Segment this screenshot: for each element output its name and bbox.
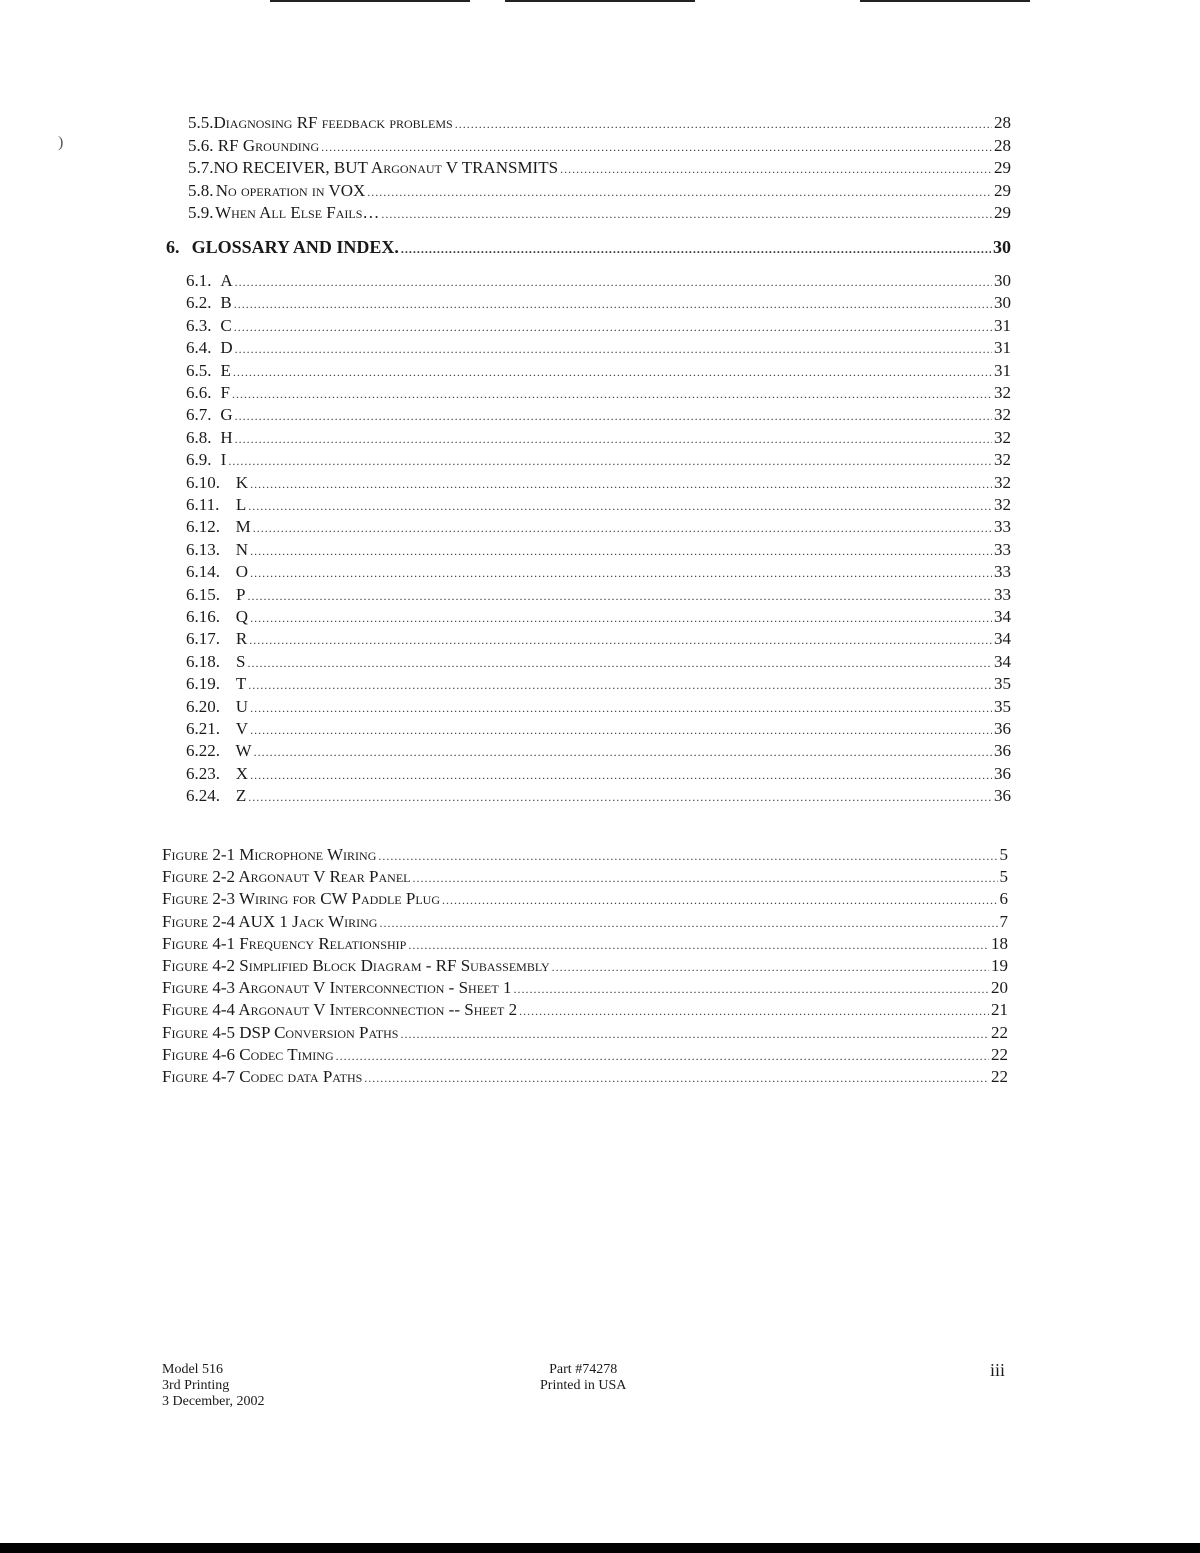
toc-entry-page: 35 bbox=[994, 696, 1011, 716]
toc-entry-number: 5.8. bbox=[188, 180, 214, 200]
toc-entry-title: O bbox=[235, 562, 249, 582]
toc-entry-page: 22 bbox=[991, 1067, 1008, 1086]
toc-entry-page: 32 bbox=[994, 405, 1011, 425]
toc-entry-number: 6.14. bbox=[186, 562, 220, 582]
dot-leader bbox=[235, 271, 992, 293]
toc-entry[interactable] bbox=[188, 180, 1011, 202]
toc-entry-number: 6.15. bbox=[186, 584, 220, 604]
toc-entry[interactable] bbox=[186, 270, 1011, 292]
toc-entry-title: Q bbox=[235, 607, 249, 626]
dot-leader bbox=[519, 1000, 989, 1022]
toc-entry-page: 18 bbox=[991, 933, 1008, 953]
toc-entry-number: 6.7. bbox=[186, 405, 212, 425]
toc-entry-number: 6.19. bbox=[186, 674, 220, 694]
toc-entry-page: 36 bbox=[994, 786, 1011, 806]
toc-entry-number: 6.5. bbox=[186, 360, 212, 380]
toc-entry-page: 36 bbox=[994, 719, 1011, 738]
footer-date: 3 December, 2002 bbox=[162, 1394, 265, 1409]
dot-leader bbox=[250, 607, 992, 629]
figure-entry[interactable] bbox=[162, 999, 1008, 1021]
toc-entry-title: U bbox=[235, 696, 249, 716]
dot-leader bbox=[442, 889, 998, 911]
toc-entry-page: 36 bbox=[994, 763, 1011, 783]
toc-entry-title: K bbox=[235, 472, 249, 492]
toc-entry-page: 19 bbox=[991, 956, 1008, 975]
toc-entry-title: Figure 4-6 Codec Timing bbox=[162, 1044, 334, 1064]
toc-entry-title: E bbox=[220, 360, 231, 380]
figure-entry[interactable] bbox=[162, 955, 1008, 977]
toc-entry[interactable] bbox=[186, 449, 1011, 471]
dot-leader bbox=[408, 934, 989, 956]
toc-entry-title: Figure 2-1 Microphone Wiring bbox=[162, 845, 377, 864]
dot-leader bbox=[250, 473, 992, 495]
dot-leader bbox=[552, 956, 989, 978]
toc-entry-title: NO RECEIVER, BUT Argonaut V TRANSMITS bbox=[213, 158, 559, 177]
figure-entry[interactable] bbox=[162, 866, 1008, 888]
dot-leader bbox=[250, 697, 992, 719]
toc-entry-number: 6.23. bbox=[186, 763, 220, 783]
footer-page-number: iii bbox=[990, 1360, 1006, 1380]
toc-entry-number: 6.3. bbox=[186, 315, 212, 335]
toc-entry-page: 22 bbox=[991, 1044, 1008, 1064]
figure-entry[interactable] bbox=[162, 1022, 1008, 1044]
toc-entry-page: 32 bbox=[994, 427, 1011, 447]
toc-entry-page: 34 bbox=[994, 651, 1011, 671]
toc-entry-title: Figure 2-4 AUX 1 Jack Wiring bbox=[162, 911, 378, 931]
toc-entry-page: 21 bbox=[991, 1000, 1008, 1020]
toc-entry-title: L bbox=[235, 495, 247, 514]
dot-leader bbox=[513, 978, 989, 1000]
toc-entry[interactable] bbox=[188, 202, 1011, 224]
toc-entry-page: 33 bbox=[994, 584, 1011, 604]
toc-entry[interactable] bbox=[186, 785, 1011, 807]
dot-leader bbox=[232, 383, 992, 405]
toc-entry-page: 29 bbox=[994, 158, 1011, 177]
toc-entry-page: 7 bbox=[999, 911, 1008, 931]
toc-entry-title: D bbox=[220, 338, 233, 358]
dot-leader bbox=[336, 1045, 989, 1067]
toc-entry[interactable] bbox=[186, 382, 1011, 404]
toc-entry[interactable] bbox=[188, 135, 1011, 157]
toc-entry-page: 28 bbox=[994, 135, 1011, 155]
toc-entry-number: 5.5. bbox=[188, 113, 214, 132]
footer-left bbox=[162, 1362, 264, 1410]
dot-leader bbox=[560, 158, 992, 180]
toc-entry-title: Figure 4-3 Argonaut V Interconnection - Sheet 1 bbox=[162, 978, 512, 998]
dot-leader bbox=[249, 629, 992, 651]
toc-entry-page: 30 bbox=[994, 271, 1011, 290]
dot-leader bbox=[381, 203, 992, 225]
toc-entry[interactable] bbox=[186, 561, 1011, 583]
toc-entry-title: Figure 2-2 Argonaut V Rear Panel bbox=[162, 867, 411, 887]
toc-entry-title: Figure 4-1 Frequency Relationship bbox=[162, 933, 407, 953]
toc-entry-title: GLOSSARY AND INDEX. bbox=[191, 237, 399, 257]
toc-entry-title: S bbox=[235, 651, 246, 671]
toc-entry[interactable] bbox=[186, 651, 1011, 673]
dot-leader bbox=[233, 361, 992, 383]
toc-entry-title: B bbox=[220, 293, 232, 313]
toc-entry[interactable] bbox=[186, 404, 1011, 426]
toc-entry[interactable] bbox=[186, 539, 1011, 561]
toc-entry-page: 30 bbox=[994, 293, 1011, 313]
toc-entry-page: 30 bbox=[993, 237, 1011, 257]
toc-entry-number: 6.21. bbox=[186, 719, 220, 738]
toc-entry-number: 6.1. bbox=[186, 271, 212, 290]
dot-leader bbox=[253, 517, 992, 539]
toc-entry-title: G bbox=[220, 405, 233, 425]
toc-entry[interactable] bbox=[186, 472, 1011, 494]
dot-leader bbox=[234, 316, 992, 338]
toc-entry[interactable] bbox=[186, 696, 1011, 718]
toc-entry-page: 32 bbox=[994, 472, 1011, 492]
dot-leader bbox=[379, 912, 997, 934]
dot-leader bbox=[247, 585, 992, 607]
footer-printing: 3rd Printing bbox=[162, 1378, 230, 1393]
dot-leader bbox=[401, 238, 991, 260]
toc-entry-page: 31 bbox=[994, 338, 1011, 358]
toc-entry-page: 22 bbox=[991, 1022, 1008, 1042]
toc-entry-page: 35 bbox=[994, 674, 1011, 694]
dot-leader bbox=[234, 293, 992, 315]
toc-entry[interactable] bbox=[186, 628, 1011, 650]
toc-entry-title: Diagnosing RF feedback problems bbox=[213, 113, 453, 132]
toc-entry-number: 6.22. bbox=[186, 741, 220, 761]
toc-entry-page: 33 bbox=[994, 517, 1011, 537]
toc-entry[interactable] bbox=[186, 337, 1011, 359]
toc-entry-page: 34 bbox=[994, 629, 1011, 649]
dot-leader bbox=[250, 719, 992, 741]
toc-entry-title: W bbox=[235, 741, 252, 761]
toc-entry-number: 6.4. bbox=[186, 338, 212, 358]
dot-leader bbox=[235, 338, 992, 360]
toc-entry[interactable] bbox=[186, 360, 1011, 382]
toc-entry-number: 6.13. bbox=[186, 539, 220, 559]
dot-leader bbox=[364, 1067, 989, 1089]
toc-entry[interactable] bbox=[186, 718, 1011, 740]
dot-leader bbox=[455, 113, 992, 135]
toc-entry-number: 6.17. bbox=[186, 629, 220, 649]
dot-leader bbox=[248, 786, 992, 808]
toc-entry-page: 5 bbox=[999, 845, 1008, 864]
toc-entry-number: 6.10. bbox=[186, 472, 220, 492]
toc-entry-page: 20 bbox=[991, 978, 1008, 998]
toc-entry-title: Z bbox=[235, 786, 247, 806]
toc-entry-number: 6.6. bbox=[186, 383, 212, 402]
dot-leader bbox=[250, 764, 992, 786]
toc-entry-number: 6.20. bbox=[186, 696, 220, 716]
toc-entry[interactable] bbox=[186, 740, 1011, 762]
dot-leader bbox=[228, 450, 992, 472]
toc-entry[interactable] bbox=[188, 157, 1011, 179]
toc-entry-title: When All Else Fails… bbox=[215, 203, 380, 222]
figure-entry[interactable] bbox=[162, 1044, 1008, 1066]
toc-entry-title: Figure 4-5 DSP Conversion Paths bbox=[162, 1022, 399, 1042]
toc-entry-number: 5.6. bbox=[188, 135, 214, 155]
scan-edge-mark bbox=[505, 0, 695, 2]
toc-entry-title: N bbox=[235, 539, 249, 559]
figure-entry[interactable] bbox=[162, 911, 1008, 933]
toc-entry-title: X bbox=[235, 763, 249, 783]
toc-entry-number: 6. bbox=[166, 237, 180, 257]
toc-entry-title: RF Grounding bbox=[217, 135, 320, 155]
dot-leader bbox=[235, 428, 992, 450]
toc-entry-number: 6.18. bbox=[186, 651, 220, 671]
toc-entry-page: 28 bbox=[994, 113, 1011, 132]
toc-entry-number: 6.12. bbox=[186, 517, 220, 537]
toc-entry-title: Figure 4-7 Codec data Paths bbox=[162, 1067, 363, 1086]
toc-entry-number: 6.11. bbox=[186, 495, 220, 514]
scan-edge-bottom bbox=[0, 1543, 1200, 1553]
footer-model: Model 516 bbox=[162, 1362, 224, 1377]
toc-entry-page: 33 bbox=[994, 562, 1011, 582]
dot-leader bbox=[247, 652, 992, 674]
toc-entry-page: 6 bbox=[999, 889, 1008, 909]
toc-entry-number: 6.9. bbox=[186, 450, 212, 470]
toc-entry-page: 32 bbox=[994, 450, 1011, 470]
toc-entry-title: P bbox=[235, 584, 246, 604]
toc-entry-number: 5.7. bbox=[188, 158, 214, 177]
stray-mark: ) bbox=[58, 134, 64, 151]
toc-entry[interactable] bbox=[186, 584, 1011, 606]
toc-entry-title: A bbox=[220, 271, 233, 290]
toc-entry-page: 32 bbox=[994, 495, 1011, 514]
footer-part: Part #74278 bbox=[549, 1362, 618, 1377]
toc-entry-number: 6.24. bbox=[186, 786, 220, 806]
toc-entry-page: 29 bbox=[994, 203, 1011, 222]
dot-leader bbox=[248, 674, 992, 696]
toc-entry-title: C bbox=[220, 315, 232, 335]
figure-entry[interactable] bbox=[162, 977, 1008, 999]
dot-leader bbox=[378, 845, 997, 867]
scan-edge-mark bbox=[860, 0, 1030, 2]
dot-leader bbox=[250, 562, 992, 584]
scan-edge-mark bbox=[270, 0, 470, 2]
toc-entry-page: 29 bbox=[994, 180, 1011, 200]
toc-entry-number: 6.2. bbox=[186, 293, 212, 313]
toc-entry[interactable] bbox=[186, 315, 1011, 337]
dot-leader bbox=[248, 495, 992, 517]
toc-entry-page: 31 bbox=[994, 360, 1011, 380]
footer-printed: Printed in USA bbox=[540, 1378, 627, 1393]
toc-entry-title: R bbox=[235, 629, 248, 649]
toc-entry-page: 34 bbox=[994, 607, 1011, 626]
figure-entry[interactable] bbox=[162, 933, 1008, 955]
toc-entry-page: 31 bbox=[994, 315, 1011, 335]
toc-entry-number: 5.9. bbox=[188, 203, 214, 222]
footer-center bbox=[540, 1362, 626, 1394]
toc-entry[interactable] bbox=[186, 763, 1011, 785]
dot-leader bbox=[254, 741, 992, 763]
toc-entry-title: M bbox=[235, 517, 251, 537]
toc-entry[interactable] bbox=[186, 606, 1011, 628]
figure-entry[interactable] bbox=[162, 844, 1008, 866]
toc-entry-title: No operation in VOX bbox=[215, 180, 366, 200]
toc-entry-title: Figure 2-3 Wiring for CW Paddle Plug bbox=[162, 889, 440, 909]
toc-entry[interactable] bbox=[186, 494, 1011, 516]
toc-entry-number: 6.8. bbox=[186, 427, 212, 447]
toc-entry-page: 36 bbox=[994, 741, 1011, 761]
dot-leader bbox=[321, 136, 992, 158]
toc-entry[interactable] bbox=[186, 292, 1011, 314]
toc-entry[interactable] bbox=[186, 427, 1011, 449]
toc-entry-page: 5 bbox=[999, 867, 1008, 887]
dot-leader bbox=[412, 867, 997, 889]
figure-entry[interactable] bbox=[162, 888, 1008, 910]
toc-entry-title: Figure 4-2 Simplified Block Diagram - RF Subassembly bbox=[162, 956, 550, 975]
dot-leader bbox=[400, 1023, 989, 1045]
toc-entry-page: 32 bbox=[994, 383, 1011, 402]
toc-entry-number: 6.16. bbox=[186, 607, 220, 626]
toc-entry[interactable] bbox=[186, 673, 1011, 695]
toc-entry-title: T bbox=[235, 674, 247, 694]
toc-entry[interactable] bbox=[186, 516, 1011, 538]
toc-entry[interactable] bbox=[188, 112, 1011, 134]
toc-entry-title: Figure 4-4 Argonaut V Interconnection -- Sheet 2 bbox=[162, 1000, 518, 1020]
toc-entry-page: 33 bbox=[994, 539, 1011, 559]
toc-section-heading[interactable] bbox=[166, 236, 1011, 258]
dot-leader bbox=[367, 181, 992, 203]
toc-entry-title: I bbox=[220, 450, 227, 470]
dot-leader bbox=[250, 540, 992, 562]
dot-leader bbox=[235, 405, 992, 427]
figure-entry[interactable] bbox=[162, 1066, 1008, 1088]
toc-entry-title: H bbox=[220, 427, 233, 447]
toc-entry-title: V bbox=[235, 719, 249, 738]
toc-entry-title: F bbox=[220, 383, 230, 402]
